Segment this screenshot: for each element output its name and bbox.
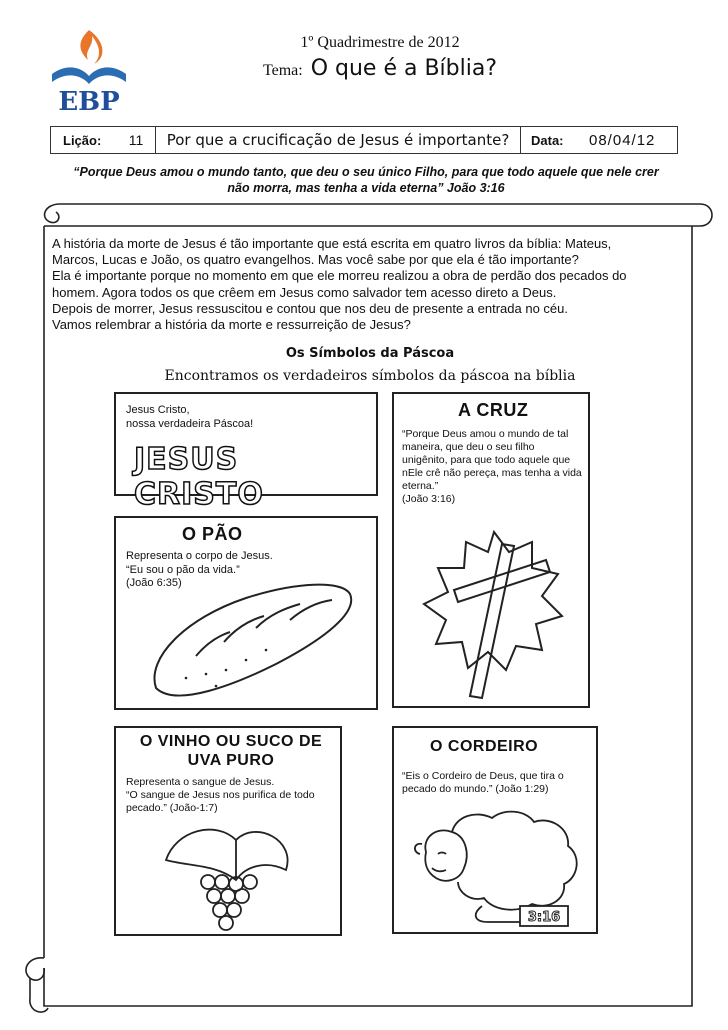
logo-text: EBP — [58, 87, 120, 114]
open-book-icon — [52, 67, 126, 84]
lesson-number: 11 — [128, 132, 144, 148]
card-jesus-line-2: nossa verdadeira Páscoa! — [126, 417, 254, 430]
grapes-icon — [146, 820, 316, 932]
card-cordeiro — [392, 726, 598, 934]
story-line: Vamos relembrar a história da morte e ressurreição de Jesus? — [52, 317, 411, 333]
card-vinho-title-2: UVA PURO — [187, 752, 275, 769]
story-line: Ela é importante porque no momento em que ele morreu realizou a obra de perdão dos pecados do — [52, 268, 627, 284]
card-vinho-text — [126, 776, 338, 815]
lesson-bar — [50, 126, 678, 154]
theme-title: O que é a Bíblia? — [310, 56, 498, 81]
card-vinho — [114, 726, 342, 936]
story-line: Marcos, Lucas e João, os quatro evangelhos. Mas você sabe por que ela é tão importante? — [52, 252, 579, 268]
bread-icon — [146, 578, 356, 702]
card-vinho-title-1: O VINHO OU SUCO DE — [139, 733, 323, 750]
symbols-title: Os Símbolos da Páscoa — [285, 346, 455, 361]
verse-line-1: “Porque Deus amou o mundo tanto, que deu o seu único Filho, para que todo aquele que nele crer — [73, 165, 659, 179]
card-cruz-line: maneira, que deu o seu filho — [402, 441, 535, 453]
card-jesus-cristo — [114, 392, 378, 512]
jesus-cristo-lettering: JESUS CRISTO — [134, 442, 264, 512]
lamb-stand-label: 3:16 — [527, 910, 561, 925]
theme-label: Tema: — [262, 62, 303, 79]
card-cruz-line: eterna.” — [402, 480, 439, 492]
card-cruz-title: A CRUZ — [458, 400, 529, 420]
cross-icon — [414, 512, 574, 702]
symbols-subtitle: Encontramos os verdadeiros símbolos da páscoa na bíblia — [164, 368, 576, 384]
verse-line-2: não morra, mas tenha a vida eterna” João 3:16 — [227, 181, 505, 195]
card-pao — [114, 516, 378, 710]
period-text: 1º Quadrimestre de 2012 — [300, 34, 460, 51]
story-line: homem. Agora todos os que crêem em Jesus como salvador tem acesso direto a Deus. — [52, 284, 557, 300]
card-cruz-text — [402, 428, 586, 506]
card-pao-line-3: (João 6:35) — [126, 577, 182, 589]
ebp-logo — [44, 24, 134, 114]
lesson-label: Lição: — [63, 132, 102, 148]
card-pao-line-1: Representa o corpo de Jesus. — [126, 550, 273, 562]
flame-icon — [80, 30, 102, 64]
card-cordeiro-line: pecado do mundo.” (João 1:29) — [402, 783, 549, 795]
story-line: A história da morte de Jesus é tão importante que está escrita em quatro livros da bíblia: Mateus, — [52, 236, 612, 251]
lesson-date: 08/04/12 — [589, 131, 656, 149]
story-text — [52, 236, 668, 333]
card-cordeiro-line: “Eis o Cordeiro de Deus, que tira o — [402, 770, 564, 782]
card-cruz-line: unigênito, para que todo aquele que — [402, 454, 571, 466]
card-vinho-line: “O sangue de Jesus nos purifica de todo — [126, 789, 315, 801]
theme-line — [200, 56, 560, 81]
card-pao-title: O PÃO — [182, 524, 243, 544]
card-cruz — [392, 392, 590, 708]
lamb-icon — [412, 802, 588, 930]
card-vinho-line: Representa o sangue de Jesus. — [126, 776, 275, 788]
card-jesus-text — [126, 404, 253, 431]
card-vinho-title — [126, 732, 336, 770]
card-pao-line-2: “Eu sou o pão da vida.” — [126, 563, 240, 576]
story-line: Depois de morrer, Jesus ressuscitou e contou que nos deu de presente a entrada no céu. — [52, 300, 568, 316]
header — [200, 34, 560, 81]
card-cruz-line: “Porque Deus amou o mundo de tal — [402, 428, 569, 440]
card-vinho-line: pecado.” (João-1:7) — [126, 802, 218, 814]
card-cruz-line: nEle crê não pereça, mas tenha a vida — [402, 467, 582, 479]
date-label: Data: — [531, 132, 564, 148]
lesson-title: Por que a crucificação de Jesus é importante? — [155, 127, 521, 153]
card-cordeiro-text — [402, 770, 594, 796]
card-cruz-line: (João 3:16) — [402, 493, 456, 505]
card-cordeiro-title: O CORDEIRO — [430, 738, 539, 755]
key-verse — [36, 164, 696, 196]
card-jesus-line-1: Jesus Cristo, — [126, 404, 190, 416]
